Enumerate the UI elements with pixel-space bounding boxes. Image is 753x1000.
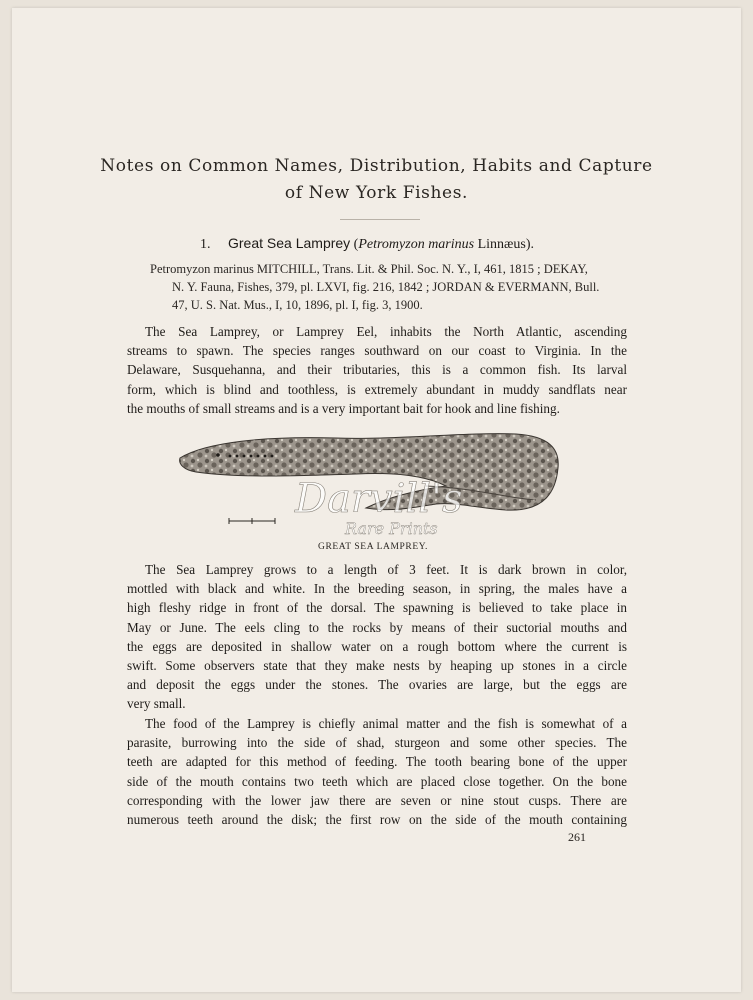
text-line: mottled with black and white. In the breeding season, in spring, the males have a xyxy=(127,581,627,597)
paragraph-distribution xyxy=(127,322,627,418)
figure-caption: GREAT SEA LAMPREY. xyxy=(318,542,428,552)
species-scientific-name: Petromyzon marinus xyxy=(358,237,475,252)
text-line: The food of the Lamprey is chiefly animal matter and the fish is somewhat of a xyxy=(145,716,627,731)
text-line: Delaware, Susquehanna, and their tributaries, this is a common fish. Its larval xyxy=(127,362,627,378)
text-line: May or June. The eels cling to the rocks by means of their suctorial mouths and xyxy=(127,619,627,635)
text-line: corresponding with the lower jaw there are seven or nine stout cusps. There are xyxy=(127,792,627,808)
paragraph-description xyxy=(127,560,627,714)
species-number: 1. xyxy=(200,237,211,252)
page-number: 261 xyxy=(568,830,586,844)
title-divider xyxy=(340,219,420,220)
text-line: numerous teeth around the disk; the first row on the side of the mouth containing xyxy=(127,811,627,827)
reference-line: Petromyzon marinus MITCHILL, Trans. Lit. & Phil. Soc. N. Y., I, 461, 1815 ; DEKAY, xyxy=(150,262,588,276)
page-title-line-1: Notes on Common Names, Distribution, Habits and Capture xyxy=(100,156,653,176)
svg-text:Rare Prints: Rare Prints xyxy=(345,519,438,538)
text-line: swift. Some observers state that they make nests by heaping up stones in a circle xyxy=(127,657,627,673)
species-authority: Linnæus xyxy=(477,237,526,252)
species-heading: 1. Great Sea Lamprey (Petromyzon marinus Linnæus). xyxy=(200,235,535,252)
reference-line: N. Y. Fauna, Fishes, 379, pl. LXVI, fig. 216, 1842 ; JORDAN & EVERMANN, Bull. xyxy=(172,280,600,294)
heading-suffix: ). xyxy=(525,237,535,252)
text-line: parasite, burrowing into the side of shad, sturgeon and some other species. The xyxy=(127,735,627,751)
species-common-name: Great Sea Lamprey xyxy=(228,235,351,251)
text-line: and deposit the eggs under the stones. The ovaries are large, but the eggs are xyxy=(127,677,627,693)
page-title-line-2: of New York Fishes. xyxy=(284,183,469,203)
text-line: high fleshy ridge in front of the dorsal. The spawning is believed to take place in xyxy=(127,600,627,616)
text-line: streams to spawn. The species ranges southward on our coast to Virginia. In the xyxy=(127,343,627,359)
text-line: very small. xyxy=(127,696,186,712)
watermark-logo xyxy=(285,470,485,540)
paragraph-food xyxy=(127,714,627,829)
synonymy-references xyxy=(150,260,620,314)
text-line: The Sea Lamprey grows to a length of 3 feet. It is dark brown in color, xyxy=(145,562,627,577)
text-line: form, which is blind and toothless, is extremely abundant in muddy sandflats near xyxy=(127,381,627,397)
scale-bar xyxy=(228,516,276,526)
reference-line: 47, U. S. Nat. Mus., I, 10, 1896, pl. I, fig. 3, 1900. xyxy=(172,298,423,312)
text-line: side of the mouth contains two teeth which are placed close together. On the bone xyxy=(127,773,627,789)
svg-text:Darvill's: Darvill's xyxy=(295,476,463,522)
text-line: teeth are adapted for this method of feeding. The tooth bearing bone of the upper xyxy=(127,754,627,770)
text-line: the mouths of small streams and is a very important bait for hook and line fishing. xyxy=(127,400,560,416)
text-line: the eggs are deposited in shallow water on a rough bottom where the current is xyxy=(127,638,627,654)
text-line: The Sea Lamprey, or Lamprey Eel, inhabits the North Atlantic, ascending xyxy=(145,324,627,339)
